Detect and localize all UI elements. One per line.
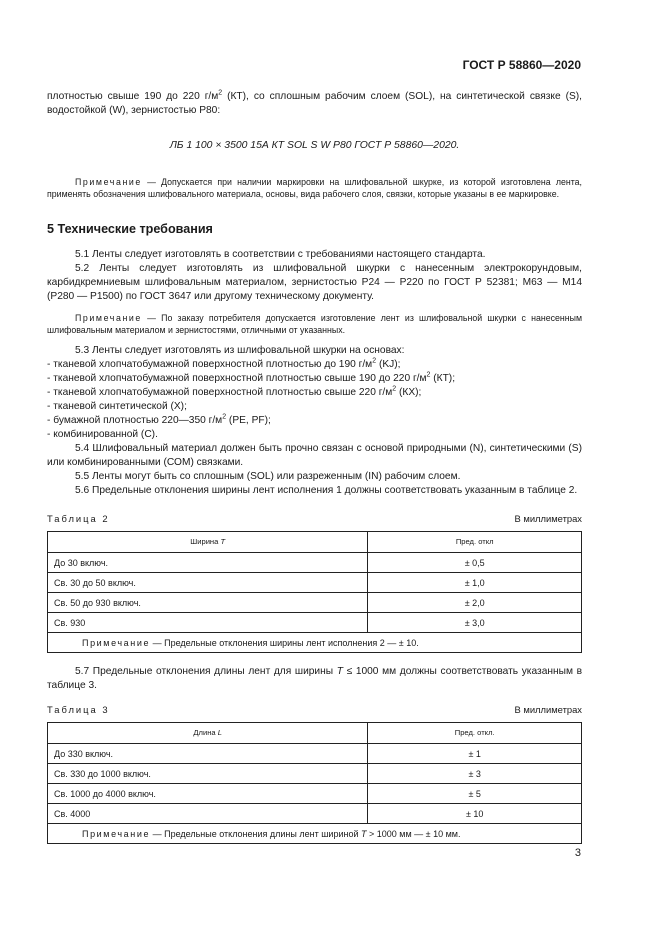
table-row (48, 764, 582, 784)
list-item (47, 372, 582, 386)
note-text: — Предельные отклонения длины лент шириной (150, 828, 361, 839)
table-row (48, 573, 582, 593)
row-label: Св. 1000 до 4000 включ. (48, 784, 368, 804)
paragraph-5-6: 5.6 Предельные отклонения ширины лент исполнения 1 должны соответствовать указанным в таблице 2. (75, 485, 578, 496)
list-sup: 2 (426, 371, 431, 379)
table-note-row (48, 824, 582, 844)
list-item (47, 386, 582, 400)
table-2-caption (47, 512, 582, 526)
list-item (47, 358, 582, 372)
paragraph-5-1: 5.1 Ленты следует изготовлять в соответствии с требованиями настоящего стандарта. (75, 249, 486, 260)
page-number: 3 (574, 847, 581, 859)
list-text: - бумажной плотностью 220—350 г/м (47, 415, 223, 426)
column-header-width (48, 532, 368, 553)
list-sup: 2 (392, 385, 397, 393)
list-text-end: (КТ); (430, 373, 456, 384)
table-header-row (48, 532, 582, 553)
list-text-end: (PE, PF); (226, 415, 271, 426)
paragraph-5-2: 5.2 Ленты следует изготовлять из шлифовальной шкурки с нанесенным электрокорундовым, карбидкремниевым шлифовальным материалом, зернистостью Р24 — Р220 по ГОСТ Р 52381; М63 — М14 (Р280 — Р1500) по ГОСТ 3647 или другому техническому документу. (47, 263, 582, 302)
section-title: 5 Технические требования (47, 222, 213, 236)
row-value: ± 2,0 (368, 593, 582, 613)
note-text: — Допускается при наличии маркировки на шлифовальной шкурке, из которой изготовлена лента, применять обозначения шлифовального материала, основы, вида рабочего слоя, связки, которые указаны в ее маркировке. (47, 177, 582, 199)
table-3-length-deviations (47, 722, 582, 844)
row-value: ± 10 (368, 804, 582, 824)
row-label: Св. 30 до 50 включ. (48, 573, 368, 593)
row-label: Св. 930 (48, 613, 368, 633)
header-text: Длина (193, 728, 218, 737)
paragraph-5-5: 5.5 Ленты могут быть со сплошным (SOL) или разреженным (IN) рабочим слоем. (75, 471, 461, 482)
table-title: Таблица 3 (47, 704, 110, 715)
note-label: Примечание (75, 313, 142, 323)
row-label: До 30 включ. (48, 553, 368, 573)
list-sup: 2 (222, 413, 227, 421)
designation-example: ЛБ 1 100 × 3500 15А КТ SOL S W Р80 ГОСТ Р 58860—2020. (169, 140, 460, 151)
column-header-deviation: Пред. откл. (368, 723, 582, 744)
backing-list (47, 358, 582, 442)
list-text: - тканевой хлопчатобумажной поверхностной плотностью свыше 190 до 220 г/м (47, 373, 427, 384)
table-units: В миллиметрах (514, 704, 582, 715)
intro-paragraph (47, 90, 582, 118)
intro-text-a: плотностью свыше 190 до 220 г/м (47, 91, 219, 102)
intro-sup: 2 (218, 89, 223, 97)
page-header-standard: ГОСТ Р 58860—2020 (462, 58, 581, 72)
table-row (48, 784, 582, 804)
list-sup: 2 (372, 357, 377, 365)
table-row (48, 804, 582, 824)
table-note-row (48, 633, 582, 653)
note-label: Примечание (82, 637, 151, 648)
p57-text-b: ≤ 1000 мм должны соответствовать указанным в таблице 3. (47, 666, 583, 691)
row-label: До 330 включ. (48, 744, 368, 764)
note-customer-order (47, 312, 582, 336)
paragraph-5-3: 5.3 Ленты следует изготовлять из шлифовальной шкурки на основах: (75, 345, 405, 356)
row-label: Св. 50 до 930 включ. (48, 593, 368, 613)
row-label: Св. 4000 (48, 804, 368, 824)
list-text: - тканевой синтетической (X); (47, 401, 187, 412)
table-2-width-deviations (47, 531, 582, 653)
table-header-row (48, 723, 582, 744)
list-text-end: (KJ); (376, 359, 401, 370)
header-text: Ширина (190, 537, 221, 546)
column-header-length (48, 723, 368, 744)
list-item (47, 414, 582, 428)
p57-variable: Т (336, 666, 343, 677)
note-label: Примечание (82, 828, 151, 839)
table-units: В миллиметрах (514, 513, 582, 524)
table-title: Таблица 2 (47, 513, 110, 524)
row-value: ± 3,0 (368, 613, 582, 633)
table-row (48, 553, 582, 573)
note-variable: Т (361, 828, 367, 839)
row-value: ± 3 (368, 764, 582, 784)
table-note (48, 824, 582, 844)
intro-text-b: (КТ), со сплошным рабочим слоем (SOL), на синтетической связке (S), водостойкой (W), зернистостью Р80: (47, 91, 582, 116)
note-text-end: > 1000 мм — ± 10 мм. (366, 828, 461, 839)
note-text: — Предельные отклонения ширины лент исполнения 2 — ± 10. (150, 637, 419, 648)
column-header-deviation: Пред. откл (368, 532, 582, 553)
list-text: - комбинированной (С). (47, 429, 158, 440)
page-content (47, 90, 582, 844)
table-row (48, 744, 582, 764)
header-variable: L (217, 728, 222, 737)
row-value: ± 1 (368, 744, 582, 764)
list-item (47, 428, 582, 442)
note-label: Примечание (75, 177, 142, 187)
table-row (48, 613, 582, 633)
row-label: Св. 330 до 1000 включ. (48, 764, 368, 784)
list-text: - тканевой хлопчатобумажной поверхностной плотностью до 190 г/м (47, 359, 373, 370)
row-value: ± 1,0 (368, 573, 582, 593)
list-text: - тканевой хлопчатобумажной поверхностной плотностью свыше 220 г/м (47, 387, 393, 398)
row-value: ± 5 (368, 784, 582, 804)
table-note (48, 633, 582, 653)
table-3-caption (47, 703, 582, 717)
note-text: — По заказу потребителя допускается изготовление лент из шлифовальной шкурки с нанесенным шлифовальным материалом и зернистостями, отличными от указанных. (47, 313, 582, 335)
list-text-end: (КХ); (396, 387, 422, 398)
table-row (48, 593, 582, 613)
list-item (47, 400, 582, 414)
paragraph-5-7 (47, 665, 582, 693)
note-marking (47, 176, 582, 200)
p57-text-a: 5.7 Предельные отклонения длины лент для ширины (75, 666, 337, 677)
header-variable: Т (220, 537, 226, 546)
paragraph-5-4: 5.4 Шлифовальный материал должен быть прочно связан с основой природными (N), синтетическими (S) или комбинированными (СОМ) связками. (47, 443, 582, 468)
row-value: ± 0,5 (368, 553, 582, 573)
